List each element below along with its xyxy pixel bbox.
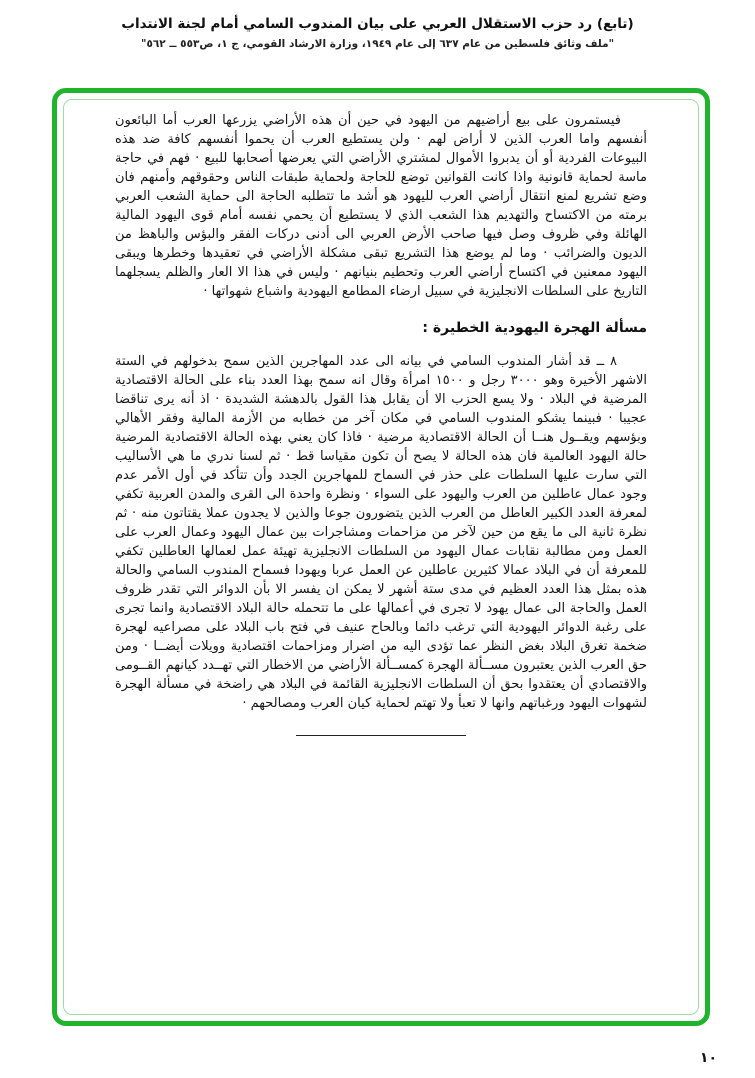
page-number: ١٠ xyxy=(699,1050,717,1066)
document-source-line: "ملف وثائق فلسطين من عام ٦٣٧ إلى عام ١٩٤٩، وزارة الارشاد القومي، ج ١، ص٥٥٣ ــ ٥٦٢" xyxy=(140,38,615,51)
document-body xyxy=(115,111,647,736)
document-title: (تابع) رد حزب الاستقلال العربي على بيان المندوب السامي أمام لجنة الانتداب xyxy=(121,16,634,32)
document-header xyxy=(0,0,755,50)
body-paragraph-2: ٨ ــ قد أشار المندوب السامي في بيانه الى عدد المهاجرين الذين سمح بدخولهم في الستة الاشهر الأخيرة وهو ٣٠٠٠ رجل و ١٥٠٠ امرأة وقال انه سمح بهذا العدد بناء على الحالة الاقتصادية المرضية في البلاد · ولا يسع الحزب الا أن يقابل هذا القول بالدهشة الشديدة · اذ أنه يرى تناقضا عجيبا · فبينما يشكو المندوب السامي في مكان آخر من خطابه من الأزمة المالية وفقر الأهالي وبؤسهم ويقــول هنــا أن الحالة الاقتصادية مرضية · فاذا كان يعني بهذه الحالة الاقتصادية المرضية حالة اليهود العالمية فان هذه الحالة لا يصح أن تكون مقياسا قط · ثم لسنا ندري ما هي الأساليب التي سارت عليها السلطات على حذر في السماح للمهاجرين الجدد وأن تتأكد في أول الأمر عدم وجود عمال عاطلين من العرب واليهود على السواء · ونظرة واحدة الى القرى والمدن العربية تكفي لمعرفة العدد الكبير العاطل من العرب الذين يتضورون جوعا والذين لا يجدون عملا يقتاتون منه · ثم نظرة ثانية الى ما يقع من حين لآخر من مزاحمات ومشاجرات بين عمال اليهود وعمال العرب على العمل ومن مطالبة نقابات عمال اليهود من السلطات الانجليزية تهيئة عمل لعمالها العاطلين تكفي للمعرفة أن في البلاد عمالا كثيرين عاطلين عن العمل عربا ويهودا فسماح المندوب السامي والحالة هذه بمثل هذا العدد العظيم في مدى ستة أشهر لا يمكن ان يفسر الا بأن الدوائر التي تقدر ظروف العمل والحاجة الى عمال يهود لا تجرى في أعمالها على ما تتحمله حالة البلاد الاقتصادية وانما تجرى على رغبة الدوائر اليهودية التي ترغب دائما وبالحاح عنيف في فتح باب البلاد على مصراعيه لهجرة ضخمة تغرق البلاد بغض النظر عما تؤدى اليه من اضرار ومزاحمات اقتصادية وويلات أيضــا · ومن حق العرب الذين يعتبرون مســألة الهجرة كمســألة الأراضي من الاخطار التي تهــدد كيانهم القــومى والاقتصادي أن يعتقدوا بحق أن السلطات الانجليزية القائمة في البلاد هي راضخة في مسألة الهجرة لشهوات اليهود ورغباتهم وانها لا تعبأ ولا تهتم لحماية كيان العرب ومصالحهم · xyxy=(115,354,647,711)
section-heading-jewish-immigration: مسألة الهجرة اليهودية الخطيرة : xyxy=(422,320,647,336)
body-paragraph-1: فيستمرون على بيع أراضيهم من اليهود في حين أن هذه الأراضي يزرعها العرب أما البائعون أنفسهم واما العرب الذين لا أراض لهم · ولن يستطيع العرب أن يحموا أنفسهم كافة ضد هذه البيوعات الفردية أو أن يدبروا الأموال لمشتري الأراضي التي يعرضها أصحابها للبيع · فهم في حاجة ماسة لحماية قانونية واذا كانت القوانين توضع للحاجة ولحماية طبقات الناس وحقوقهم وأمنهم فان وضع تشريع لمنع انتقال أراضي العرب لليهود هو أشد ما تتطلبه الحاجة الى حماية الشعب العربي برمته من الاكتساح والتهديم هذا الشعب الذي لا يستطيع أن يحمي نفسه أمام قوى اليهود المالية الهائلة وفي ظروف وصل فيها صاحب الأرض العربي الى أدنى دركات الفقر والبؤس والباهظ من الديون والضرائب · وما لم يوضع هذا التشريع تبقى مشكلة الأراضي في تعقيدها وخطرها ويبقى اليهود ممعنين في اكتساح أراضي العرب وتحطيم بنيانهم · وليس في هذا الا العار والظلم يسجلهما التاريخ على السلطات الانجليزية في سبيل ارضاء المطامع اليهودية واشباع شهواتها · xyxy=(115,113,647,299)
end-of-text-rule xyxy=(296,735,466,736)
green-border-frame xyxy=(52,88,710,1026)
